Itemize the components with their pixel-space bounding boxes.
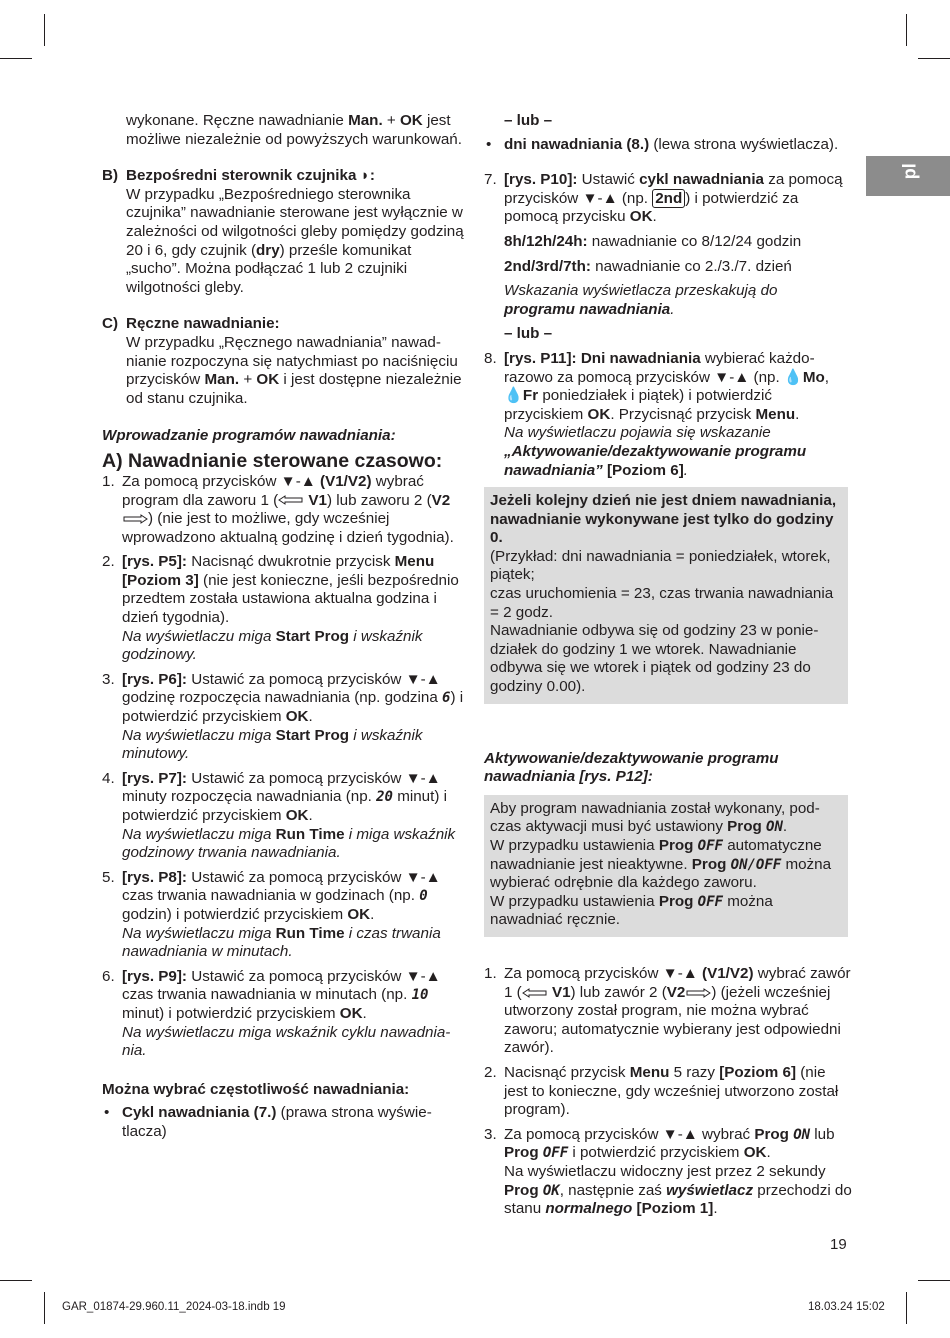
step-3: 3. [rys. P6]: Ustawić za pomocą przycisków ▼-▲ godzinę rozpoczęcia nawadniania (np. godzina 6) i potwierdzić przyciskiem OK. Na wyświetlaczu miga Start Prog i wskaźnik minutowy. xyxy=(102,670,464,763)
language-tab-label: pl xyxy=(899,163,920,180)
crop-mark xyxy=(0,58,32,59)
water-drop-icon: 💧 xyxy=(783,368,803,386)
activation-step-1: 1. Za pomocą przycisków ▼-▲ (V1/V2) wybrać zawór 1 ( V1) lub zawór 2 (V2 ) (jeżeli wcześniej utworzony został program, nie można wybrać zaworu; automatycznie wybierany jest odpowiedni zawór). xyxy=(484,964,851,1057)
step-7: 7. [rys. P10]: Ustawić cykl nawadniania za pomocą przycisków ▼-▲ (np. 2nd ) i potwierdzić za pomocą przycisku OK. 8h/12h/24h: nawadnianie co 8/12/24 godzin 2nd/3rd/7th: nawadnianie co 2./3./7. dzień Wskazania wyświetlacza przeskakują do programu nawadniania. – lub – xyxy=(484,171,852,344)
step-5: 5. [rys. P8]: Ustawić za pomocą przycisków ▼-▲ czas trwania nawadniania w godzinach (np. 0 godzin) i potwierdzić przyciskiem OK. Na wyświetlaczu miga Run Time i czas trwania nawadniania w minutach. xyxy=(102,868,441,961)
left-column xyxy=(102,112,466,1142)
activation-step-3: 3. Za pomocą przycisków ▼-▲ wybrać Prog ON lub Prog OFF i potwierdzić przyciskiem OK. Na wyświetlaczu widoczny jest przez 2 sekundy Prog OK, następnie zaś wyświetlacz przechodzi do stanu normalnego [Poziom 1]. xyxy=(484,1125,852,1218)
crop-mark xyxy=(906,1292,907,1324)
crop-mark xyxy=(44,14,45,46)
bullet-cycle: • Cykl nawadniania (7.) (prawa strona wyświetlacza) xyxy=(104,1104,432,1140)
step-1: 1. Za pomocą przycisków ▼-▲ (V1/V2) wybrać program dla zaworu 1 ( V1) lub zaworu 2 (V2) (nie jest to możliwe, gdy wcześniej wprowadzono aktualną godzinę i dzień tygodnia). xyxy=(102,472,454,546)
step-4: 4. [rys. P7]: Ustawić za pomocą przycisków ▼-▲ minuty rozpoczęcia nawadniania (np. 20 minut) i potwierdzić przyciskiem OK. Na wyświetlaczu miga Run Time i miga wskaźnik godzinowy trwania nawadniania. xyxy=(102,769,456,862)
crop-mark xyxy=(918,58,950,59)
or-separator: – lub – xyxy=(504,325,553,343)
arrow-left-icon xyxy=(522,988,548,998)
arrow-right-icon xyxy=(122,514,148,524)
half-moon-icon: ◗ xyxy=(360,167,370,185)
step-8: 8. [rys. P11]: Dni nawadniania wybierać każdorazowo za pomocą przycisków ▼-▲ (np. 💧Mo, 💧Fr poniedziałek i piątek) i potwierdzić przyciskiem OK. Przycisnąć przycisk Menu. Na wyświetlaczu pojawia się wskazanie „Aktywowanie/dezaktywowanie programu nawadniania” [Poziom 6]. xyxy=(484,349,829,479)
step-2: 2. [rys. P5]: Nacisnąć dwukrotnie przycisk Menu [Poziom 3] (nie jest konieczne, jeśli bezpośrednio przedtem została ustawiona aktualna godzina i dzień tygodnia). Na wyświetlaczu miga Start Prog i wskaźnik godzinowy. xyxy=(102,553,459,664)
crop-mark xyxy=(906,14,907,46)
right-column xyxy=(484,112,852,1219)
frequency-heading: Można wybrać częstotliwość nawadniania: xyxy=(102,1080,410,1098)
water-drop-icon: 💧 xyxy=(504,387,523,405)
display-2nd-box: 2nd xyxy=(652,189,685,208)
paragraph-continued: wykonane. Ręczne nawadnianie Man. + OK jest możliwe niezależnie od powyższych warunkowań. xyxy=(126,112,462,148)
bullet-days: • dni nawadniania (8.) (lewa strona wyświetlacza). xyxy=(486,135,839,153)
crop-mark xyxy=(918,1280,950,1281)
note-box-activation: Aby program nawadniania został wykonany, podczas aktywacji musi być ustawiony Prog ON. W przypadku ustawienia Prog OFF automatyczne nawadnianie jest nieaktywne. Prog ON/OFF można wybierać odrębnie dla każdego zaworu. W przypadku ustawienia Prog OFF można nawadniać ręcznie. xyxy=(484,795,848,937)
section-b: B) Bezpośredni sterownik czujnika ◗: W przypadku „Bezpośredniego sterownika czujnika” nawadnianie sterowane jest wyłącznie w zależności od wilgotności gleby pomiędzy godziną 20 i 6, gdy czujnik (dry) prześle komunikat „sucho”. Można podłączać 1 lub 2 czujniki wilgotności gleby. xyxy=(102,167,464,296)
crop-mark xyxy=(44,1292,45,1324)
note-box-watering-day: Jeżeli kolejny dzień nie jest dniem nawadniania, nawadnianie wykonywane jest tylko do godziny 0. (Przykład: dni nawadniania = poniedziałek, wtorek, piątek; czas uruchomienia = 23, czas trwania nawadniania = 2 godz. Nawadnianie odbywa się od godziny 23 w poniedziałek do godziny 1 we wtorek. Nawadnianie odbywa się we wtorek i piątek od godziny 23 do godziny 0.00). xyxy=(484,487,848,704)
arrow-right-icon xyxy=(685,988,711,998)
activation-step-2: 2. Nacisnąć przycisk Menu 5 razy [Poziom 6] (nie jest to konieczne, gdy wcześniej utworzono został program). xyxy=(484,1063,839,1119)
step-6: 6. [rys. P9]: Ustawić za pomocą przycisków ▼-▲ czas trwania nawadniania w minutach (np. 10 minut) i potwierdzić przyciskiem OK. Na wyświetlaczu miga wskaźnik cyklu nawadniania. xyxy=(102,967,451,1060)
footer-date: 18.03.24 15:02 xyxy=(808,1301,885,1313)
arrow-left-icon xyxy=(278,495,304,505)
section-title: A) Nawadnianie sterowane czasowo: xyxy=(102,449,443,472)
language-tab xyxy=(866,156,950,196)
activation-heading: Aktywowanie/dezaktywowanie programu nawadniania [rys. P12]: xyxy=(484,749,779,786)
page-number: 19 xyxy=(830,1236,847,1253)
footer-file: GAR_01874-29.960.11_2024-03-18.indb 19 xyxy=(62,1301,286,1313)
section-heading: Wprowadzanie programów nawadniania: xyxy=(102,427,396,445)
or-separator: – lub – xyxy=(504,112,553,129)
crop-mark xyxy=(0,1280,32,1281)
section-c: C) Ręczne nawadnianie: W przypadku „Ręcznego nawadniania” nawadnianie rozpoczyna się natychmiast po naciśnięciu przycisków Man. + OK i jest dostępne niezależnie od stanu czujnika. xyxy=(102,315,462,407)
